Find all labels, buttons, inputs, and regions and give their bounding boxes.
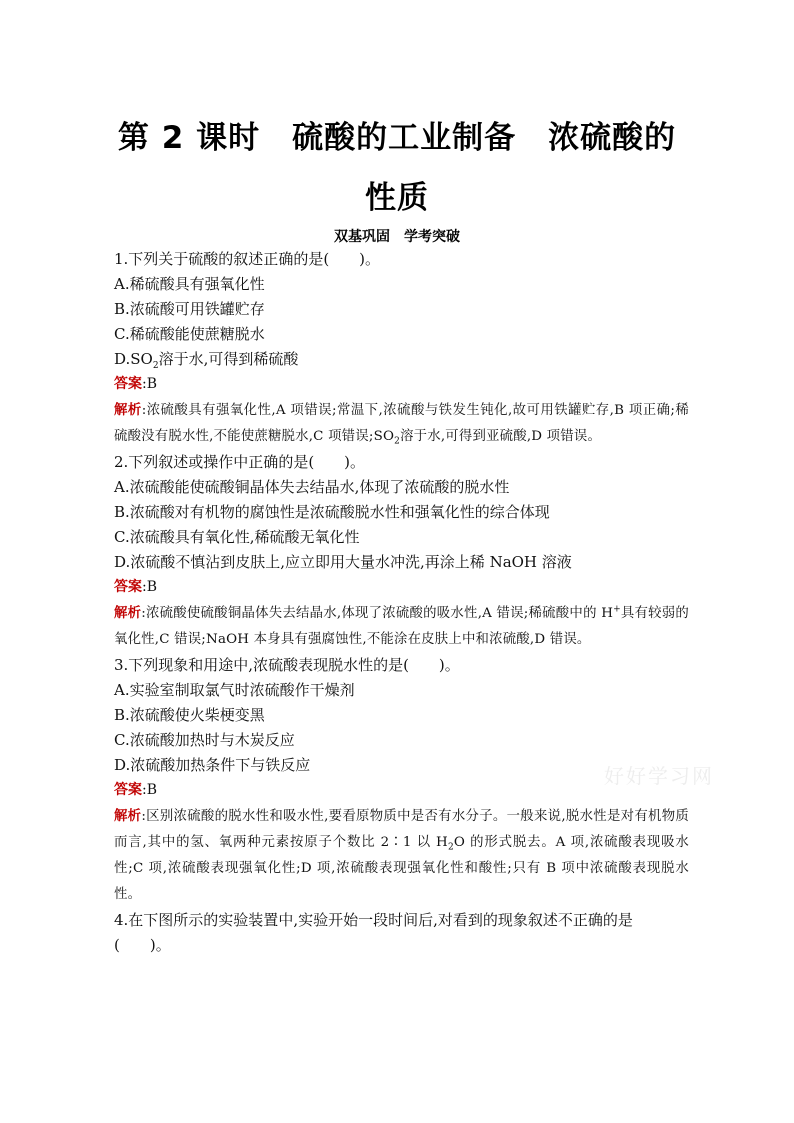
option-a: A.稀硫酸具有强氧化性 — [114, 275, 265, 293]
option-c: C.浓硫酸加热时与木炭反应 — [114, 731, 295, 749]
option-d: D.浓硫酸加热条件下与铁反应 — [114, 756, 311, 774]
option-d-pre: D.SO — [114, 350, 153, 368]
question-stem-line-2: ( )。 — [114, 936, 171, 954]
question-stem: 2.下列叙述或操作中正确的是( )。 — [114, 453, 366, 471]
answer-value: :B — [142, 579, 158, 595]
question-2 — [114, 450, 689, 653]
answer-value: :B — [142, 376, 158, 392]
answer-label: 答案 — [114, 376, 142, 392]
explanation-sup: + — [613, 604, 621, 615]
option-a: A.实验室制取氯气时浓硫酸作干燥剂 — [114, 681, 355, 699]
option-a: A.浓硫酸能使硫酸铜晶体失去结晶水,体现了浓硫酸的脱水性 — [114, 478, 510, 496]
option-b: B.浓硫酸对有机物的腐蚀性是浓硫酸脱水性和强氧化性的综合体现 — [114, 503, 550, 521]
option-d — [114, 347, 689, 372]
explanation — [114, 397, 689, 450]
option-d-sub: 2 — [152, 361, 159, 371]
explanation-text-1: :浓硫酸具有强氧化性,A 项错误;常温下,浓硫酸与铁发生钝化,故可用铁罐贮存,B 项正确;稀硫酸没有脱水性,不能使蔗糖脱水,C 项错误;SO — [114, 403, 690, 444]
explanation-text-2: 具有较弱的氧化性,C 错误;NaOH 本身具有强腐蚀性,不能涂在皮肤上中和浓硫酸,D 错误。 — [114, 606, 689, 647]
explanation-sub: 2 — [447, 842, 454, 853]
option-c: C.浓硫酸具有氧化性,稀硫酸无氧化性 — [114, 528, 360, 546]
explanation-label: 解析 — [114, 605, 142, 621]
question-stem: 3.下列现象和用途中,浓硫酸表现脱水性的是( )。 — [114, 656, 460, 674]
answer-label: 答案 — [114, 782, 142, 798]
explanation-text-2: 溶于水,可得到亚硫酸,D 项错误。 — [400, 429, 602, 444]
explanation-sub: 2 — [394, 436, 401, 447]
answer — [114, 575, 689, 600]
explanation-text-2: O 的形式脱去。A 项,浓硫酸表现吸水性;C 项,浓硫酸表现强氧化性;D 项,浓硫酸表现强氧化性和酸性;只有 B 项中浓硫酸表现脱水性。 — [114, 835, 689, 902]
explanation-text-1: :浓硫酸使硫酸铜晶体失去结晶水,体现了浓硫酸的吸水性,A 错误;稀硫酸中的 H — [141, 606, 614, 621]
question-stem-line-1: 4.在下图所示的实验装置中,实验开始一段时间后,对看到的现象叙述不正确的是 — [114, 911, 633, 929]
question-1 — [114, 247, 689, 450]
option-b: B.浓硫酸可用铁罐贮存 — [114, 300, 265, 318]
explanation-label: 解析 — [114, 808, 142, 824]
page-title-line-2: 性质 — [365, 180, 429, 216]
answer-label: 答案 — [114, 579, 142, 595]
option-b: B.浓硫酸使火柴梗变黑 — [114, 706, 265, 724]
page-title-line-1: 第 2 课时 硫酸的工业制备 浓硫酸的 — [117, 120, 677, 156]
explanation-label: 解析 — [114, 402, 142, 418]
watermark: 好好学习网 — [604, 764, 714, 788]
section-heading: 双基巩固 学考突破 — [334, 229, 460, 245]
question-4 — [114, 908, 689, 958]
option-c: C.稀硫酸能使蔗糖脱水 — [114, 325, 265, 343]
question-stem: 1.下列关于硫酸的叙述正确的是( )。 — [114, 250, 381, 268]
answer-value: :B — [142, 782, 158, 798]
content — [114, 247, 689, 958]
explanation — [114, 600, 689, 653]
answer — [114, 372, 689, 397]
option-d-post: 溶于水,可得到稀硫酸 — [158, 350, 299, 368]
question-3 — [114, 653, 689, 908]
explanation — [114, 803, 689, 908]
explanation-text-1: :区别浓硫酸的脱水性和吸水性,要看原物质中是否有水分子。一般来说,脱水性是对有机物质而言,其中的氢、氧两种元素按原子个数比 2∶1 以 H — [114, 809, 689, 850]
option-d: D.浓硫酸不慎沾到皮肤上,应立即用大量水冲洗,再涂上稀 NaOH 溶液 — [114, 553, 572, 571]
answer — [114, 778, 689, 803]
